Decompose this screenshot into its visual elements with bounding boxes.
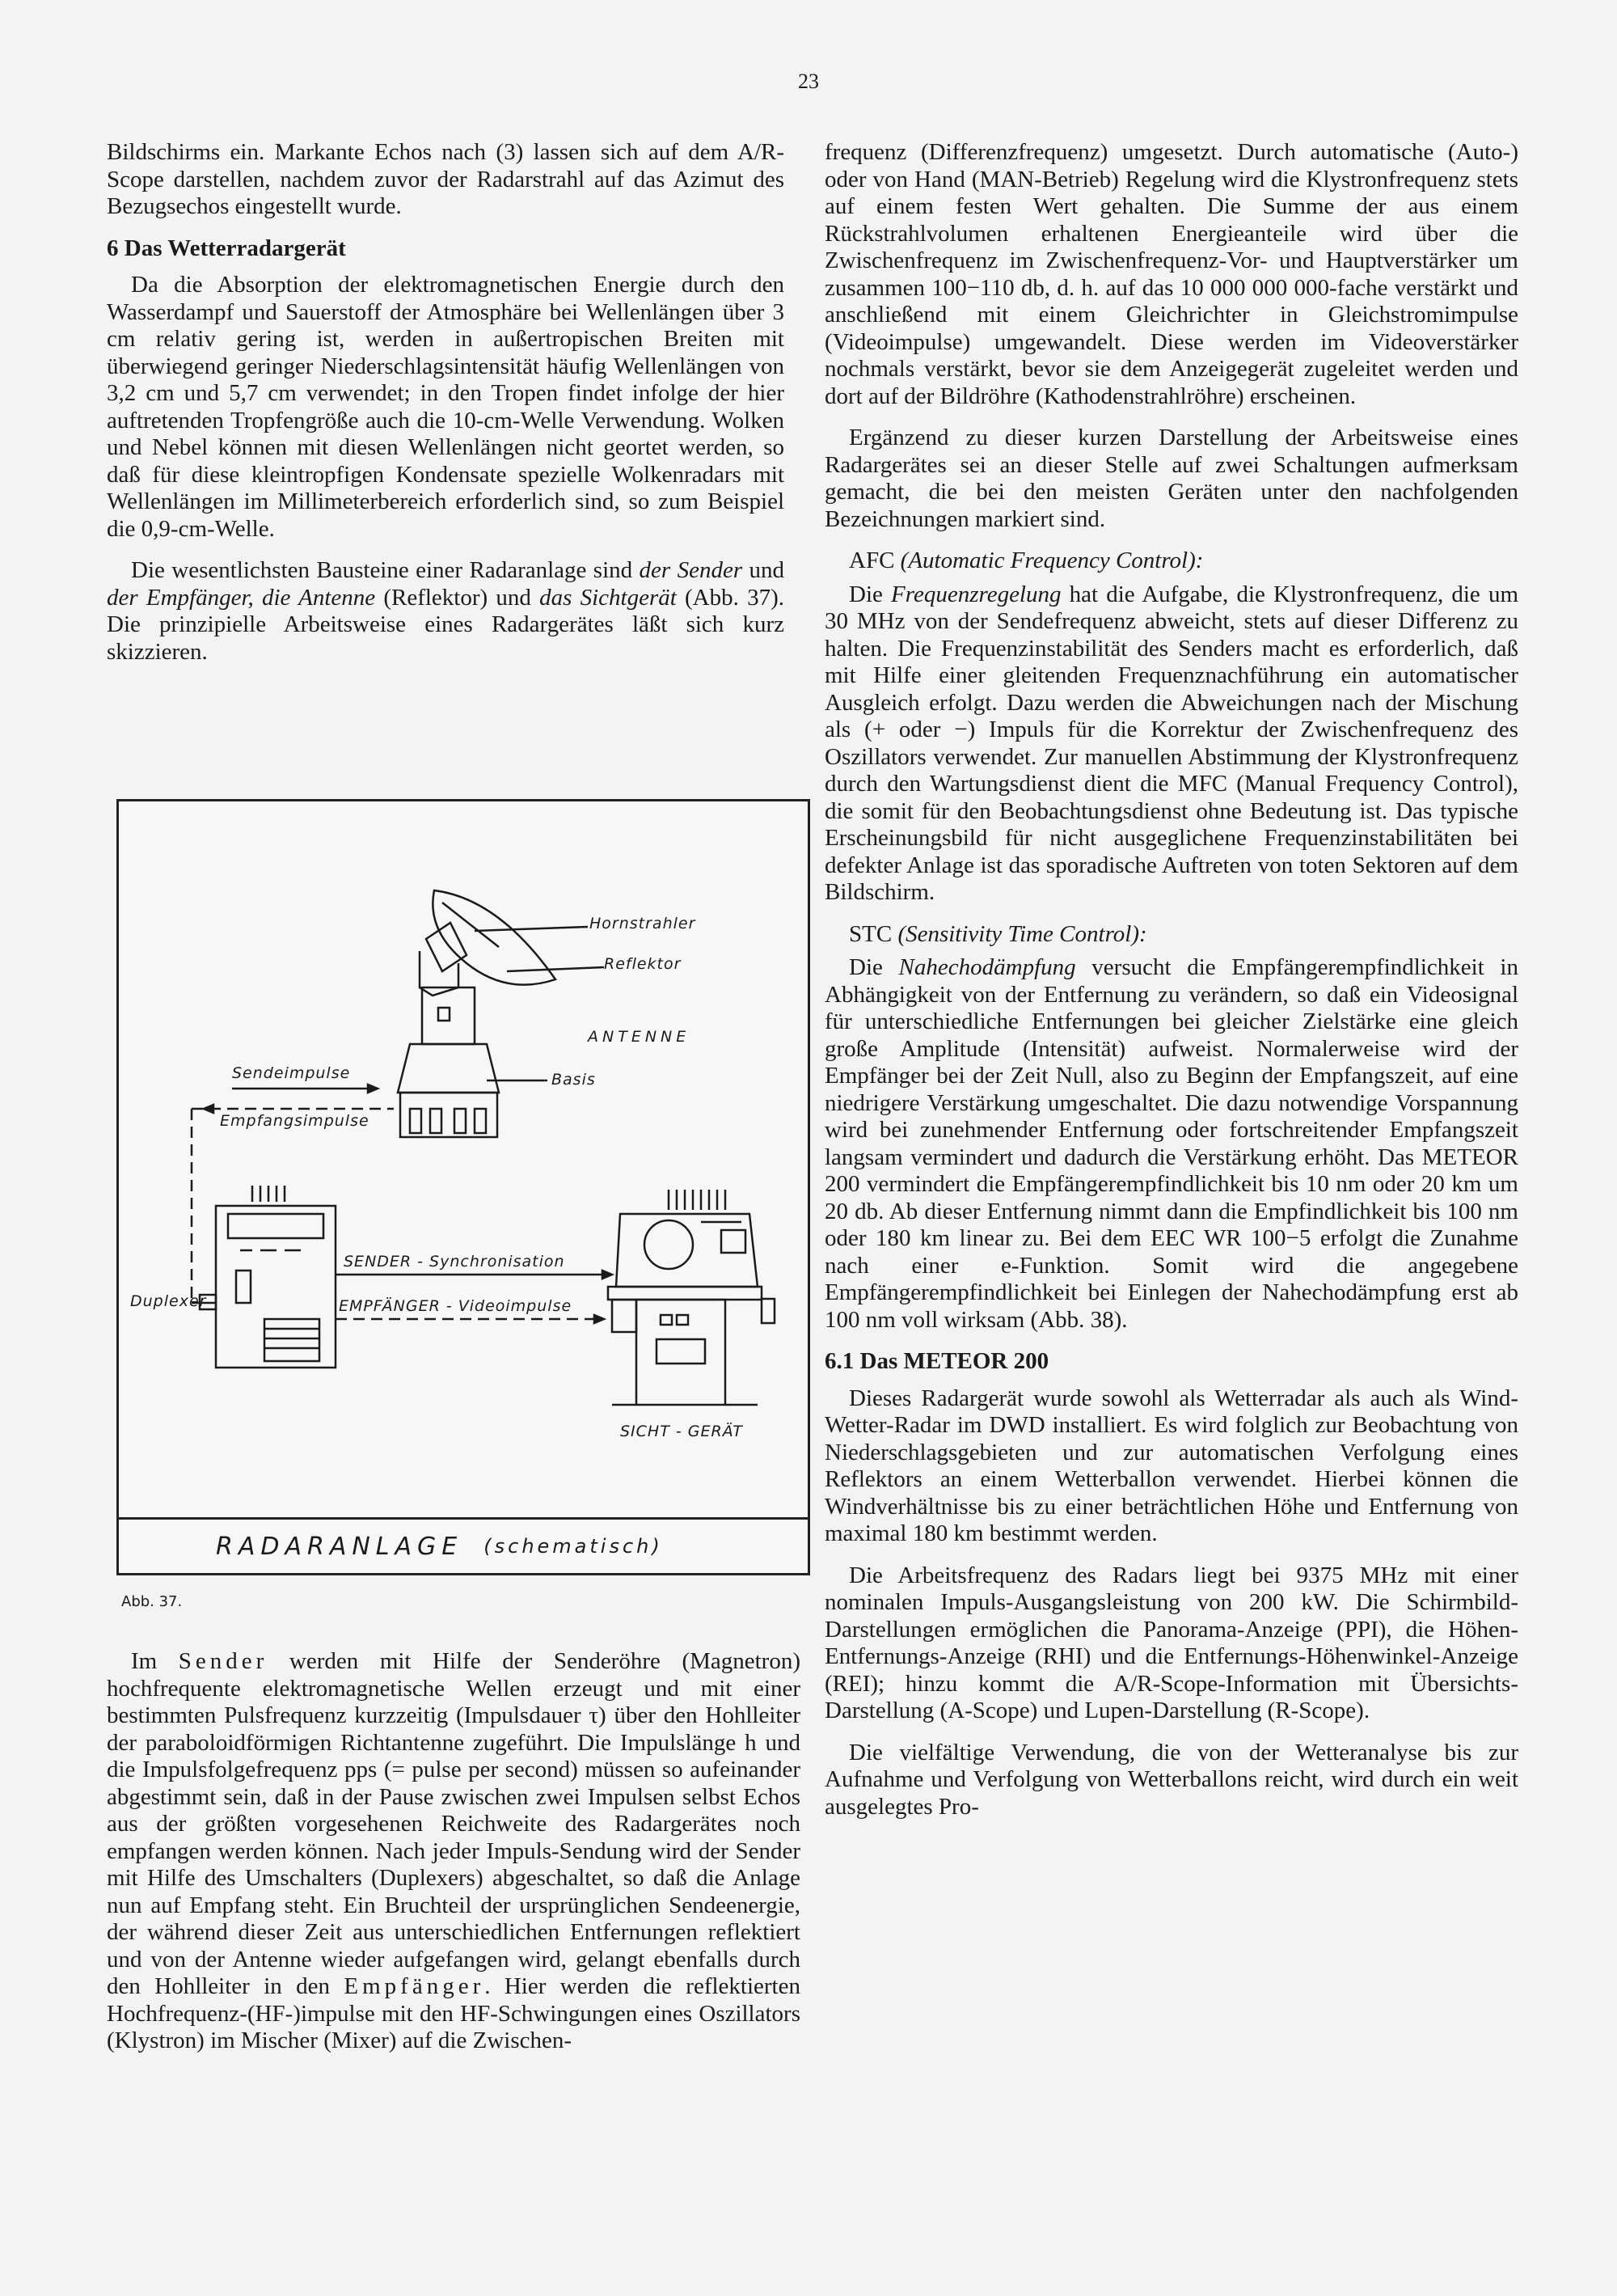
radar-schematic [119, 801, 808, 1520]
label-sender-sync: SENDER - Synchronisation [344, 1253, 565, 1271]
left-column-top [107, 139, 784, 680]
paragraph: Im Sender werden mit Hilfe der Senderöhre (Magnetron) hochfrequente elektromagnetische Wellen erzeugt und mit einer bestimmten Pulsfrequenz kurzzeitig (Impulsdauer τ) über den Hohlleiter der paraboloidförmigen Richtantenne zugeführt. Die Impulslänge h und die Impulsfolgefrequenz pps (= pulse per second) müssen so aufeinander abgestimmt sein, daß in der Pause zwischen zwei Impulsen selbst Echos aus der größten vorgesehenen Reichweite des Radargerätes noch empfangen werden können. Nach jeder Impuls-Sendung wird der Sender mit Hilfe des Umschalters (Duplexers) abgeschaltet, so daß die Anlage nun auf Empfang steht. Ein Bruchteil der ursprünglichen Sendeenergie, der während dieser Zeit aus unterschiedlichen Entfernungen reflektiert und von der Antenne wieder aufgefangen wird, gelangt ebenfalls durch den Hohlleiter in den Empfänger. Hier werden die reflektierten Hochfrequenz-(HF-)impulse mit den HF-Schwingungen eines Oszillators (Klystron) im Mischer (Mixer) auf die Zwischen- [107, 1648, 801, 2053]
sicht-geraet [608, 1190, 775, 1405]
paragraph: Bildschirms ein. Markante Echos nach (3) lassen sich auf dem A/R-Scope darstellen, nachdem zuvor der Radarstrahl auf das Azimut des Bezugsechos eingestellt wurde. [107, 139, 784, 219]
label-reflektor: Reflektor [604, 955, 682, 973]
paragraph: Da die Absorption der elektromagnetischen Energie durch den Wasserdampf und Sauerstoff der Atmosphäre bei Wellenlängen über 3 cm relativ gering ist, werden in außertropischen Breiten mit überwiegend geringer Niederschlagsintensität häufig Wellenlängen von 3,2 cm und 5,7 cm verwendet; in den Tropen findet infolge der hier auftretenden Tropfengröße auch die 10-cm-Welle Verwendung. Wolken und Nebel können mit diesen Wellenlängen nicht geortet werden, so daß für diese kleintropfigen Kondensate spezielle Wolkenradars mit Wellenlängen im Millimeterbereich erforderlich sind, so zum Beispiel die 0,9-cm-Welle. [107, 272, 784, 542]
paragraph: Die Nahechodämpfung versucht die Empfängerempfindlichkeit in Abhängigkeit von der Entfernung zu verändern, so daß ein Videosignal für unterschiedliche Entfernungen bei gleicher Zielstärke eine gleich große Amplitude (Intensität) aufweist. Normalerweise wird der Empfänger bei der Zeit Null, also zu Beginn der Empfangszeit, auf eine niedrigere Verstärkung umgeschaltet. Die dazu notwendige Vorspannung wird bei zunehmender Entfernung oder fortschreitender Empfangszeit langsam vermindert und dadurch die Verstärkung erhöht. Das METEOR 200 vermindert die Empfängerempfindlichkeit bis 10 nm oder 20 km um 20 db. Ab dieser Entfernung nimmt dann die Empfindlichkeit bis 100 nm oder 180 km linear zu. Bei dem EEC WR 100−5 erfolgt die Zunahme nach einer e-Funktion. Somit wird die angegebene Empfängerempfindlichkeit bei Einlegen der Nahechodämpfung erst ab 100 nm voll wirksam (Abb. 38). [825, 954, 1518, 1333]
figure-title: RADARANLAGE [216, 1532, 463, 1561]
figure-caption: Abb. 37. [121, 1593, 183, 1610]
label-sendeimpulse: Sendeimpulse [232, 1064, 351, 1082]
stc-heading: STC (Sensitivity Time Control): [849, 920, 1147, 947]
sender-cabinet [200, 1186, 336, 1368]
label-empfangsimpulse: Empfangsimpulse [220, 1112, 369, 1130]
leader-reflektor [507, 967, 604, 971]
label-hornstrahler: Hornstrahler [589, 915, 696, 932]
paragraph: Die Arbeitsfrequenz des Radars liegt bei 9375 MHz mit einer nominalen Impuls-Ausgangsleistung von 200 kW. Die Schirmbild-Darstellungen ermöglichen die Panorama-Anzeige (PPI), die Höhen-Entfernungs-Anzeige (RHI) und die Entfernungs-Höhenwinkel-Anzeige (REI); hinzu kommt die A/R-Scope-Information mit Übersichts-Darstellung (A-Scope) und Lupen-Darstellung (R-Scope). [825, 1562, 1518, 1723]
paragraph: frequenz (Differenzfrequenz) umgesetzt. Durch automatische (Auto-) oder von Hand (MAN-Betrieb) Regelung wird die Klystronfrequenz stets auf einem festen Wert gehalten. Die Summe der aus einem Rückstrahlvolumen erhaltenen Energieanteile wird über die Zwischenfrequenz im Zwischenfrequenz-Vor- und Hauptverstärker um zusammen 100−110 db, d. h. auf das 10 000 000 000-fache verstärkt und anschließend mit einem Gleichrichter in Gleichstromimpulse (Videoimpulse) umgewandelt. Diese werden im Videoverstärker nochmals verstärkt, bevor sie dem Anzeigegerät zugeleitet werden und dort auf der Bildröhre (Kathodenstrahlröhre) erscheinen. [825, 139, 1518, 409]
figure-title-bar [119, 1517, 808, 1573]
paragraph: Die wesentlichsten Bausteine einer Radaranlage sind der Sender und der Empfänger, die Antenne (Reflektor) und das Sichtgerät (Abb. 37). Die prinzipielle Arbeitsweise eines Radargerätes läßt sich kurz skizzieren. [107, 557, 784, 665]
section-heading: 6.1 Das METEOR 200 [825, 1348, 1049, 1374]
figure-subtitle: (schematisch) [483, 1535, 663, 1558]
right-column [825, 139, 1518, 1835]
afc-heading: AFC (Automatic Frequency Control): [849, 548, 1204, 573]
page-number: 23 [798, 70, 819, 93]
label-duplexer: Duplexer [130, 1292, 207, 1310]
figure-radaranlage [116, 799, 810, 1575]
paragraph: Dieses Radargerät wurde sowohl als Wetterradar als auch als Wind-Wetter-Radar im DWD installiert. Es wird folglich zur Beobachtung von Niederschlagsgebieten und zur automatischen Verfolgung eines Reflektors an einem Wetterballon verwendet. Hierbei können die Windverhältnisse bis zu einer beträchtlichen Höhe und Entfernung von maximal 180 km bestimmt werden. [825, 1385, 1518, 1546]
label-antenne: ANTENNE [588, 1028, 690, 1046]
leader-hornstrahler [475, 927, 588, 931]
label-basis: Basis [551, 1071, 596, 1089]
antenna-drawing [398, 890, 555, 1137]
paragraph: Ergänzend zu dieser kurzen Darstellung der Arbeitsweise eines Radargerätes sei an dieser Stelle auf zwei Schaltungen aufmerksam gemacht, die bei den meisten Geräten unter den nachfolgenden Bezeichnungen markiert sind. [825, 425, 1518, 532]
paragraph: Die vielfältige Verwendung, die von der Wetteranalyse bis zur Aufnahme und Verfolgung von Wetterballons reicht, wird durch ein weit ausgelegtes Pro- [825, 1739, 1518, 1820]
paragraph: Die Frequenzregelung hat die Aufgabe, die Klystronfrequenz, die um 30 MHz von der Sendefrequenz abweicht, stets auf dieser Differenz zu halten. Die Frequenzinstabilität des Senders macht es erforderlich, daß mit Hilfe einer gleitenden Frequenznachführung ein automatischer Ausgleich erfolgt. Dazu werden die Abweichungen nach der Mischung als (+ oder −) Impuls für die Korrektur der Zwischenfrequenz des Oszillators verwendet. Zur manuellen Abstimmung der Klystronfrequenz durch den Wartungsdienst dient die MFC (Manual Frequency Control), die somit für den Beobachtungsdienst ohne Bedeutung ist. Das typische Erscheinungsbild für nicht ausgeglichene Frequenzinstabilitäten bei defekter Anlage ist das sporadische Auftreten von toten Sektoren auf dem Bildschirm. [825, 581, 1518, 905]
section-heading: 6 Das Wetterradargerät [107, 235, 346, 261]
label-sichtgeraet: SICHT - GERÄT [620, 1423, 743, 1440]
left-column-bottom [107, 1648, 800, 2070]
label-empf-video: EMPFÄNGER - Videoimpulse [339, 1297, 572, 1315]
